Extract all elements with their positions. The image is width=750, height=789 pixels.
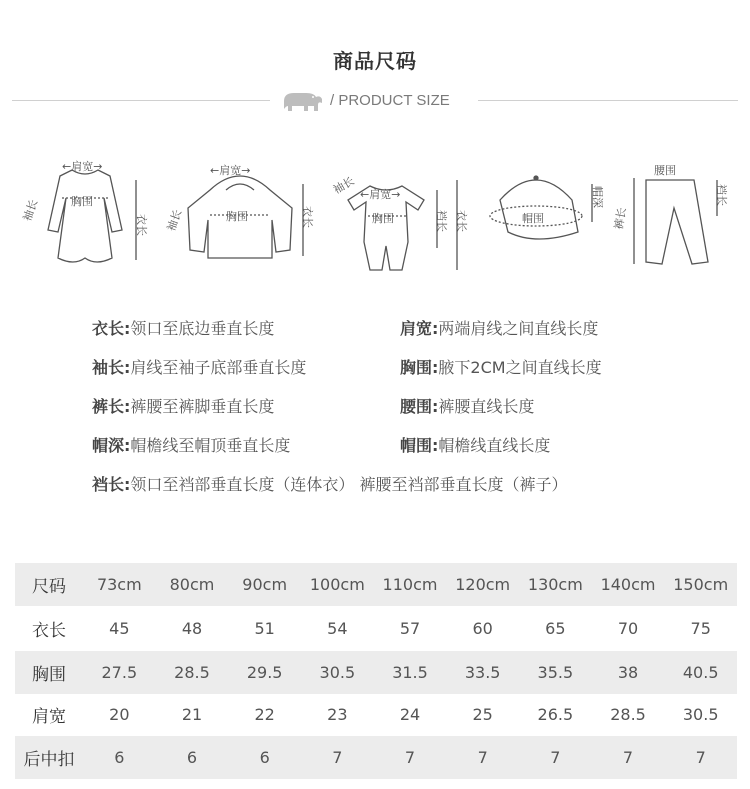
table-cell: 30.5: [682, 705, 719, 724]
definition-item: 胸围:腋下2CM之间直线长度: [400, 358, 602, 377]
table-cell: 31.5: [392, 663, 428, 682]
table-cell: 28.5: [610, 705, 646, 724]
table-cell: 70: [617, 619, 639, 638]
table-cell: 60: [472, 619, 493, 638]
romper-crotch-label: 裆长: [435, 210, 448, 232]
table-header-cell: 120cm: [455, 575, 511, 594]
table-cell: 后中扣: [23, 750, 75, 770]
jacket-shoulder-label: ←肩宽→: [210, 164, 251, 177]
dress-shoulder-label: ←肩宽→: [62, 160, 103, 173]
table-cell: 28.5: [174, 663, 210, 682]
table-cell: 65: [545, 619, 566, 638]
pants-crotch-label: 裆长: [715, 184, 728, 206]
table-cell: 26.5: [537, 705, 574, 724]
definition-item: 裤长:裤腰至裤脚垂直长度: [92, 397, 275, 416]
title-divider: [0, 87, 750, 115]
table-cell: 24: [399, 705, 421, 724]
table-cell: 30.5: [319, 663, 356, 682]
definition-item: 帽深:帽檐线至帽顶垂直长度: [92, 436, 291, 455]
dress-sleeve-label: 袖长: [20, 197, 41, 224]
pants-waist-label: 腰围: [654, 164, 676, 177]
table-header-cell: 73cm: [96, 575, 142, 594]
table-cell: 35.5: [537, 663, 574, 682]
table-cell: 40.5: [682, 663, 719, 682]
divider-line-left: [12, 100, 270, 101]
pants-length-label: 裤长: [612, 206, 629, 231]
table-cell: 肩宽: [31, 707, 66, 727]
definition-item: 腰围:裤腰直线长度: [400, 397, 535, 416]
elephant-icon: [278, 89, 326, 113]
definition-item: 袖长:肩线至袖子底部垂直长度: [92, 358, 307, 377]
dress-illustration: [48, 170, 136, 262]
table-cell: 衣长: [31, 621, 66, 641]
table-cell: 7: [550, 748, 561, 767]
dress-chest-label: 胸围: [71, 195, 93, 208]
table-cell: 7: [622, 748, 634, 767]
table-header-cell: 110cm: [382, 575, 438, 594]
definition-item: 肩宽:两端肩线之间直线长度: [400, 319, 599, 338]
table-cell: 75: [690, 619, 711, 638]
dress-length-label: 衣长: [135, 214, 148, 236]
table-cell: 51: [254, 619, 275, 638]
romper-length-label: 衣长: [455, 210, 468, 232]
table-cell: 胸围: [31, 665, 66, 685]
jacket-sleeve-label: 袖长: [164, 207, 185, 234]
pants-illustration: [634, 178, 717, 264]
table-header-cell: 80cm: [169, 575, 215, 594]
table-cell: 20: [109, 705, 130, 724]
table-cell: 33.5: [464, 663, 501, 682]
table-cell: 7: [332, 748, 343, 767]
table-cell: 48: [181, 619, 203, 638]
table-cell: 6: [259, 748, 270, 767]
table-cell: 57: [399, 619, 421, 638]
table-cell: 38: [617, 663, 639, 682]
definition-item: 裆长:领口至裆部垂直长度（连体衣） 裤腰至裆部垂直长度（裤子）: [92, 475, 568, 494]
romper-sleeve-label: 袖长: [331, 174, 357, 197]
table-cell: 25: [472, 705, 493, 724]
table-cell: 21: [181, 705, 203, 724]
table-cell: 6: [114, 748, 125, 767]
table-cell: 7: [477, 748, 488, 767]
page-subtitle: / PRODUCT SIZE: [330, 92, 450, 109]
table-header-cell: 130cm: [527, 575, 583, 594]
romper-shoulder-label: ←肩宽→: [360, 188, 401, 201]
table-cell: 22: [254, 705, 275, 724]
table-row: [15, 651, 737, 694]
hat-circumference-label: 帽围: [522, 212, 544, 225]
divider-line-right: [478, 100, 738, 101]
table-header-cell: 100cm: [309, 575, 365, 594]
definition-item: 帽围:帽檐线直线长度: [400, 436, 551, 455]
table-cell: 6: [186, 748, 198, 767]
table-cell: 54: [327, 619, 348, 638]
table-cell: 7: [404, 748, 416, 767]
table-header-cell: 尺码: [31, 577, 66, 597]
table-header-cell: 140cm: [600, 575, 656, 594]
romper-chest-label: 胸围: [372, 212, 394, 225]
jacket-chest-label: 胸围: [226, 210, 248, 223]
table-cell: 27.5: [101, 663, 138, 682]
table-cell: 7: [695, 748, 706, 767]
table-header-cell: 90cm: [242, 575, 288, 594]
jacket-length-label: 衣长: [301, 206, 314, 228]
hat-illustration: [490, 176, 592, 239]
table-header-row: [15, 563, 737, 606]
definition-item: 衣长:领口至底边垂直长度: [92, 319, 275, 338]
table-cell: 29.5: [246, 663, 283, 682]
table-header-cell: 150cm: [673, 575, 729, 594]
table-row: [15, 693, 737, 736]
measurement-illustrations: [0, 150, 750, 280]
hat-depth-label: 帽深: [591, 186, 604, 208]
table-cell: 23: [327, 705, 348, 724]
page-title: 商品尺码: [333, 49, 417, 73]
table-row: [15, 736, 737, 779]
table-cell: 45: [109, 619, 130, 638]
table-row: [15, 607, 737, 650]
